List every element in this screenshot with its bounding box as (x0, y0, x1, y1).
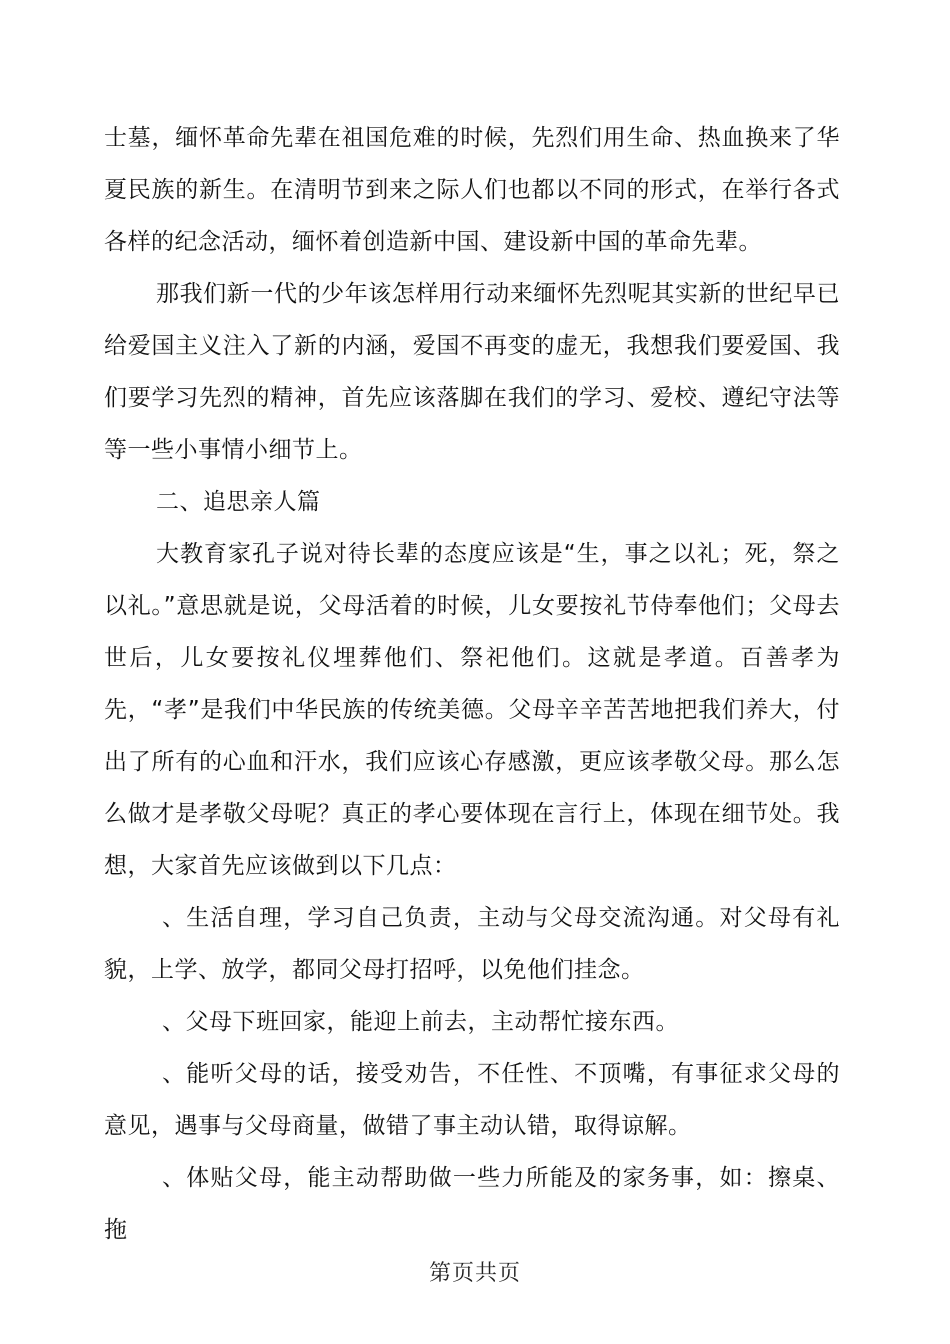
document-body (104, 112, 840, 1256)
list-item-housework: 、体贴父母，能主动帮助做一些力所能及的家务事，如：擦桌、拖 (104, 1165, 840, 1243)
list-item-self-care: 、生活自理，学习自己负责，主动与父母交流沟通。对父母有礼貌，上学、放学，都同父母打招呼，以免他们挂念。 (104, 905, 840, 983)
section-heading-family: 二、追思亲人篇 (156, 489, 321, 515)
paragraph-new-generation: 那我们新一代的少年该怎样用行动来缅怀先烈呢其实新的世纪早已给爱国主义注入了新的内涵，爱国不再变的虚无，我想我们要爱国、我们要学习先烈的精神，首先应该落脚在我们的学习、爱校、遵纪守法等等一些小事情小细节上。 (104, 281, 840, 463)
list-item-welcome-parents: 、父母下班回家，能迎上前去，主动帮忙接东西。 (162, 1009, 679, 1035)
paragraph-confucius: 大教育家孔子说对待长辈的态度应该是“生，事之以礼；死，祭之以礼。”意思就是说，父母活着的时候，儿女要按礼节侍奉他们；父母去世后，儿女要按礼仪埋葬他们、祭祀他们。这就是孝道。百善孝为先，“孝”是我们中华民族的传统美德。父母辛辛苦苦地把我们养大，付出了所有的心血和汗水，我们应该心存感激，更应该孝敬父母。那么怎么做才是孝敬父母呢？真正的孝心要体现在言行上，体现在细节处。我想，大家首先应该做到以下几点： (104, 541, 840, 879)
list-item-listen-parents: 、能听父母的话，接受劝告，不任性、不顶嘴，有事征求父母的意见，遇事与父母商量，做错了事主动认错，取得谅解。 (104, 1061, 840, 1139)
page-footer: 第页共页 (428, 1261, 521, 1286)
paragraph-martyrs-continued: 士墓，缅怀革命先辈在祖国危难的时候，先烈们用生命、热血换来了华夏民族的新生。在清明节到来之际人们也都以不同的形式，在举行各式各样的纪念活动，缅怀着创造新中国、建设新中国的革命先辈。 (104, 125, 840, 255)
